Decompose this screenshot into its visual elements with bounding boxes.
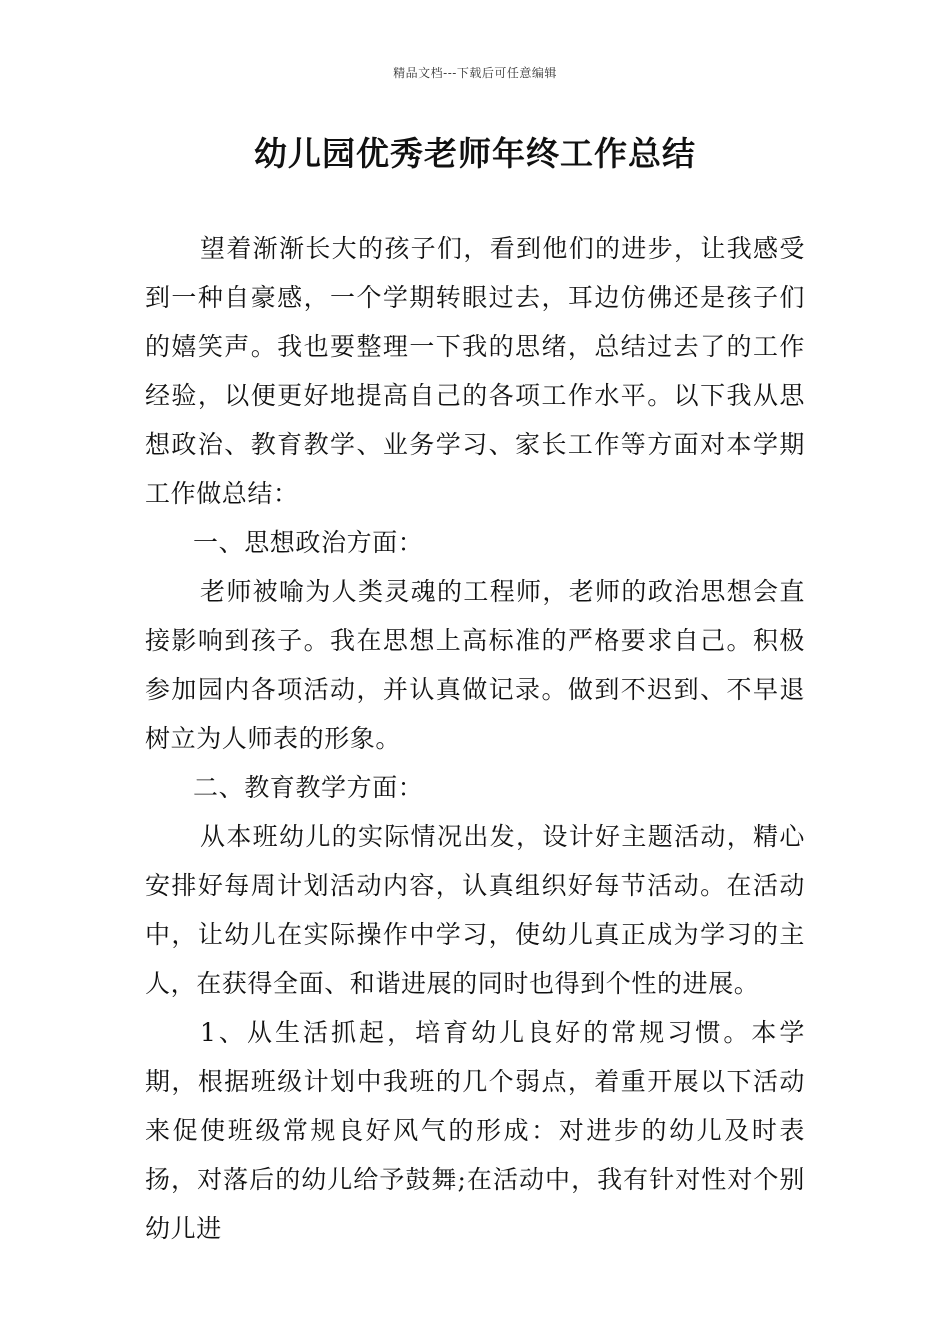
paragraph-intro: 望着渐渐长大的孩子们，看到他们的进步，让我感受到一种自豪感，一个学期转眼过去，耳边仿佛还是孩子们的嬉笑声。我也要整理一下我的思绪，总结过去了的工作经验，以便更好地提高自己的各项工作水平。以下我从思想政治、教育教学、业务学习、家长工作等方面对本学期工作做总结： (145, 234, 805, 508)
paragraph-habits: 1、从生活抓起，培育幼儿良好的常规习惯。本学期，根据班级计划中我班的几个弱点，着重开展以下活动来促使班级常规良好风气的形成：对进步的幼儿及时表扬，对落后的幼儿给予鼓舞;在活动中，我有针对性对个别幼儿进 (145, 1018, 805, 1243)
paragraph-teaching: 从本班幼儿的实际情况出发，设计好主题活动，精心安排好每周计划活动内容，认真组织好每节活动。在活动中，让幼儿在实际操作中学习，使幼儿真正成为学习的主人，在获得全面、和谐进展的同时也得到个性的进展。 (145, 822, 805, 998)
section-heading-politics: 一、思想政治方面： (193, 528, 424, 557)
document-body (145, 224, 805, 1253)
header-note: 精品文档---下载后可任意编辑 (393, 66, 557, 80)
document-title: 幼儿园优秀老师年终工作总结 (254, 134, 696, 173)
paragraph-politics: 老师被喻为人类灵魂的工程师，老师的政治思想会直接影响到孩子。我在思想上高标准的严格要求自己。积极参加园内各项活动，并认真做记录。做到不迟到、不早退树立为人师表的形象。 (145, 577, 805, 753)
section-heading-teaching: 二、教育教学方面： (193, 773, 424, 802)
